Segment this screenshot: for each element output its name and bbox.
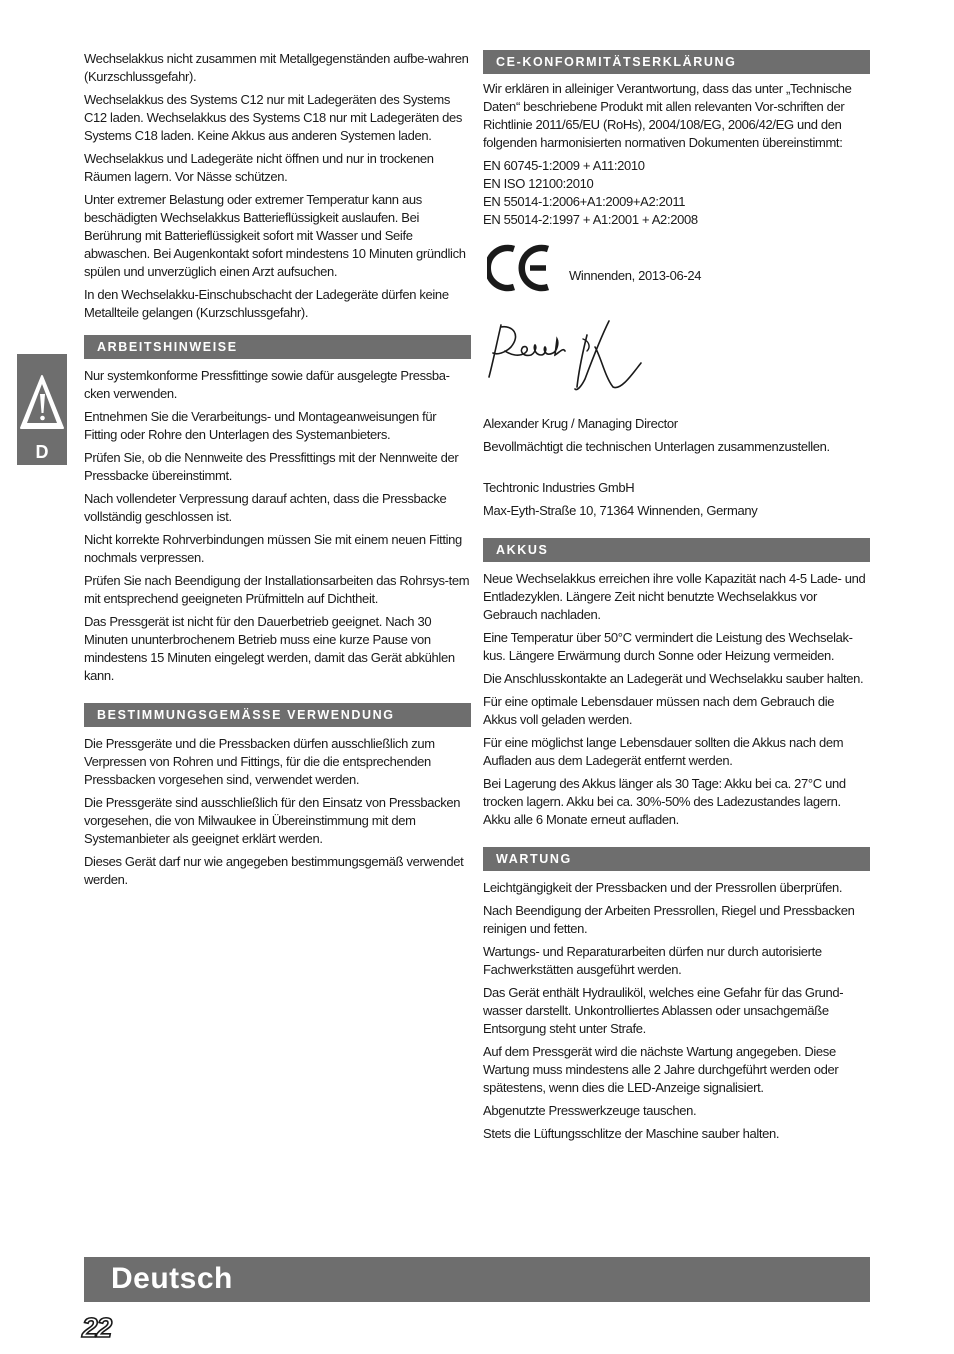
maintenance-section xyxy=(483,879,870,1143)
paragraph: Bei Lagerung des Akkus länger als 30 Tage: Akku bei ca. 27°C und trocken lagern. Akku bei ca. 30%-50% des Ladezustandes lagern. Akku alle 6 Monate erneut aufladen. xyxy=(483,776,846,827)
standard-item: EN 60745-1:2009 + A11:2010 xyxy=(483,158,645,173)
paragraph: Entnehmen Sie die Verarbeitungs- und Montageanweisungen für Fitting oder Rohre den Unterlagen des Systemanbieters. xyxy=(84,409,437,442)
footer-language-label: Deutsch xyxy=(111,1262,233,1295)
paragraph: Das Gerät enthält Hydrauliköl, welches eine Gefahr für das Grund-wasser darstellt. Unkontrolliertes Ablassen oder unsachgemäße Entsorgung steht unter Strafe. xyxy=(483,985,844,1036)
paragraph: Wechselakkus und Ladegeräte nicht öffnen und nur in trockenen Räumen lagern. Vor Nässe schützen. xyxy=(84,151,434,184)
paragraph: Prüfen Sie, ob die Nennweite des Pressfittings mit der Nennweite der Pressbacke übereinstimmt. xyxy=(84,450,459,483)
batteries-section xyxy=(483,570,870,829)
section-heading-akkus: AKKUS xyxy=(483,538,870,562)
company-name: Techtronic Industries GmbH xyxy=(483,480,635,495)
paragraph: Die Pressgeräte sind ausschließlich für den Einsatz von Pressbacken vorgesehen, die von Milwaukee in Übereinstimmung mit dem Systemanbieter als geeignet erklärt werden. xyxy=(84,795,461,846)
paragraph: Neue Wechselakkus erreichen ihre volle Kapazität nach 4-5 Lade- und Entladezyklen. Längere Zeit nicht benutzte Wechselakkus vor Gebrauch nachladen. xyxy=(483,571,866,622)
paragraph: Dieses Gerät darf nur wie angegeben bestimmungsgemäß verwendet werden. xyxy=(84,854,464,887)
paragraph: Unter extremer Belastung oder extremer Temperatur kann aus beschädigten Wechselakkus Batterieflüssigkeit auslaufen. Bei Berührung mit Batterieflüssigkeit sofort mit Wasser und Seife abwaschen. Bei Augenkontakt sofort mindestens 10 Minuten gründlich spülen und unverzüglich einen Arzt aufsuchen. xyxy=(84,192,466,279)
signature xyxy=(483,317,870,407)
paragraph: Nach Beendigung der Arbeiten Pressrollen, Riegel und Pressbacken reinigen und fetten. xyxy=(483,903,855,936)
standard-item: EN ISO 12100:2010 xyxy=(483,176,594,191)
standard-item: EN 55014-2:1997 + A1:2001 + A2:2008 xyxy=(483,212,698,227)
right-column xyxy=(483,50,870,1148)
paragraph: Auf dem Pressgerät wird die nächste Wartung angegeben. Diese Wartung muss mindestens alle 2 Jahre durchgeführt werden oder spätestens, wenn dies die LED-Anzeige signalisiert. xyxy=(483,1044,839,1095)
signature-image xyxy=(483,317,653,407)
intended-use-section xyxy=(84,735,471,889)
page-number: 22 xyxy=(82,1312,112,1343)
signer-name: Alexander Krug / Managing Director xyxy=(483,416,678,431)
paragraph: Nicht korrekte Rohrverbindungen müssen Sie mit einem neuen Fitting nochmals verpressen. xyxy=(84,532,462,565)
warning-icon xyxy=(19,372,65,438)
ce-mark-row xyxy=(483,243,870,293)
paragraph: Prüfen Sie nach Beendigung der Installationsarbeiten das Rohrsys-tem mit entsprechend geeigneten Prüfmitteln auf Dichtheit. xyxy=(84,573,470,606)
paragraph: Wechselakkus des Systems C12 nur mit Ladegeräten des Systems C12 laden. Wechselakkus des Systems C18 nur mit Ladegeräten des Systems C18 laden. Keine Akkus aus anderen Systemen laden. xyxy=(84,92,463,143)
paragraph: Die Pressgeräte und die Pressbacken dürfen ausschließlich zum Verpressen von Rohren und Fittings, für die die entsprechenden Pressbacken vorgesehen sind, verwendet werden. xyxy=(84,736,435,787)
paragraph: Nur systemkonforme Pressfittinge sowie dafür ausgelegte Pressba-cken verwenden. xyxy=(84,368,450,401)
paragraph: In den Wechselakku-Einschubschacht der Ladegeräte dürfen keine Metallteile gelangen (Kurzschlussgefahr). xyxy=(84,287,449,320)
paragraph: Für eine optimale Lebensdauer müssen nach dem Gebrauch die Akkus voll geladen werden. xyxy=(483,694,835,727)
authorized-note: Bevollmächtigt die technischen Unterlagen zusammenzustellen. xyxy=(483,439,830,454)
section-heading-bestimmungsgemaesse-verwendung: BESTIMMUNGSGEMÄSSE VERWENDUNG xyxy=(84,703,471,727)
company-address: Max-Eyth-Straße 10, 71364 Winnenden, Germany xyxy=(483,503,758,518)
ce-declaration-text: Wir erklären in alleiniger Verantwortung, dass das unter „Technische Daten“ beschriebene Produkt mit allen relevanten Vor-schriften der Richtlinie 2011/65/EU (RoHs), 2004/108/EG, 2006/42/EG und den folgenden harmonisierten normativen Dokumenten übereinstimmt: xyxy=(483,81,852,150)
paragraph: Eine Temperatur über 50°C vermindert die Leistung des Wechselak-kus. Längere Erwärmung durch Sonne oder Heizung vermeiden. xyxy=(483,630,853,663)
standard-item: EN 55014-1:2006+A1:2009+A2:2011 xyxy=(483,194,686,209)
paragraph: Leichtgängigkeit der Pressbacken und der Pressrollen überprüfen. xyxy=(483,880,843,895)
paragraph: Abgenutzte Presswerkzeuge tauschen. xyxy=(483,1103,697,1118)
ce-mark-icon xyxy=(487,243,553,293)
paragraph: Wechselakkus nicht zusammen mit Metallgegenständen aufbe-wahren (Kurzschlussgefahr). xyxy=(84,51,469,84)
language-side-tab xyxy=(17,354,67,465)
standards-list xyxy=(483,157,870,229)
ce-date: Winnenden, 2013-06-24 xyxy=(569,267,702,283)
battery-safety-section xyxy=(84,50,471,322)
paragraph: Die Anschlusskontakte an Ladegerät und Wechselakku sauber halten. xyxy=(483,671,864,686)
footer-language-bar xyxy=(84,1257,870,1302)
section-heading-arbeitshinweise: ARBEITSHINWEISE xyxy=(84,335,471,359)
paragraph: Das Pressgerät ist nicht für den Dauerbetrieb geeignet. Nach 30 Minuten ununterbrochenem Betrieb muss eine kurze Pause von mindestens 15 Minuten eingelegt werden, damit das Gerät abkühlen kann. xyxy=(84,614,455,683)
paragraph: Nach vollendeter Verpressung darauf achten, dass die Pressbacke vollständig geschlossen ist. xyxy=(84,491,447,524)
language-letter: D xyxy=(35,442,49,462)
paragraph: Für eine möglichst lange Lebensdauer sollten die Akkus nach dem Aufladen aus dem Ladegerät entfernt werden. xyxy=(483,735,844,768)
paragraph: Wartungs- und Reparaturarbeiten dürfen nur durch autorisierte Fachwerkstätten ausgeführt werden. xyxy=(483,944,822,977)
paragraph: Stets die Lüftungsschlitze der Maschine sauber halten. xyxy=(483,1126,780,1141)
work-notes-section xyxy=(84,367,471,685)
section-heading-wartung: WARTUNG xyxy=(483,847,870,871)
left-column xyxy=(84,50,471,894)
section-heading-ce-konformitaetserklaerung: CE-KONFORMITÄTSERKLÄRUNG xyxy=(483,50,870,74)
